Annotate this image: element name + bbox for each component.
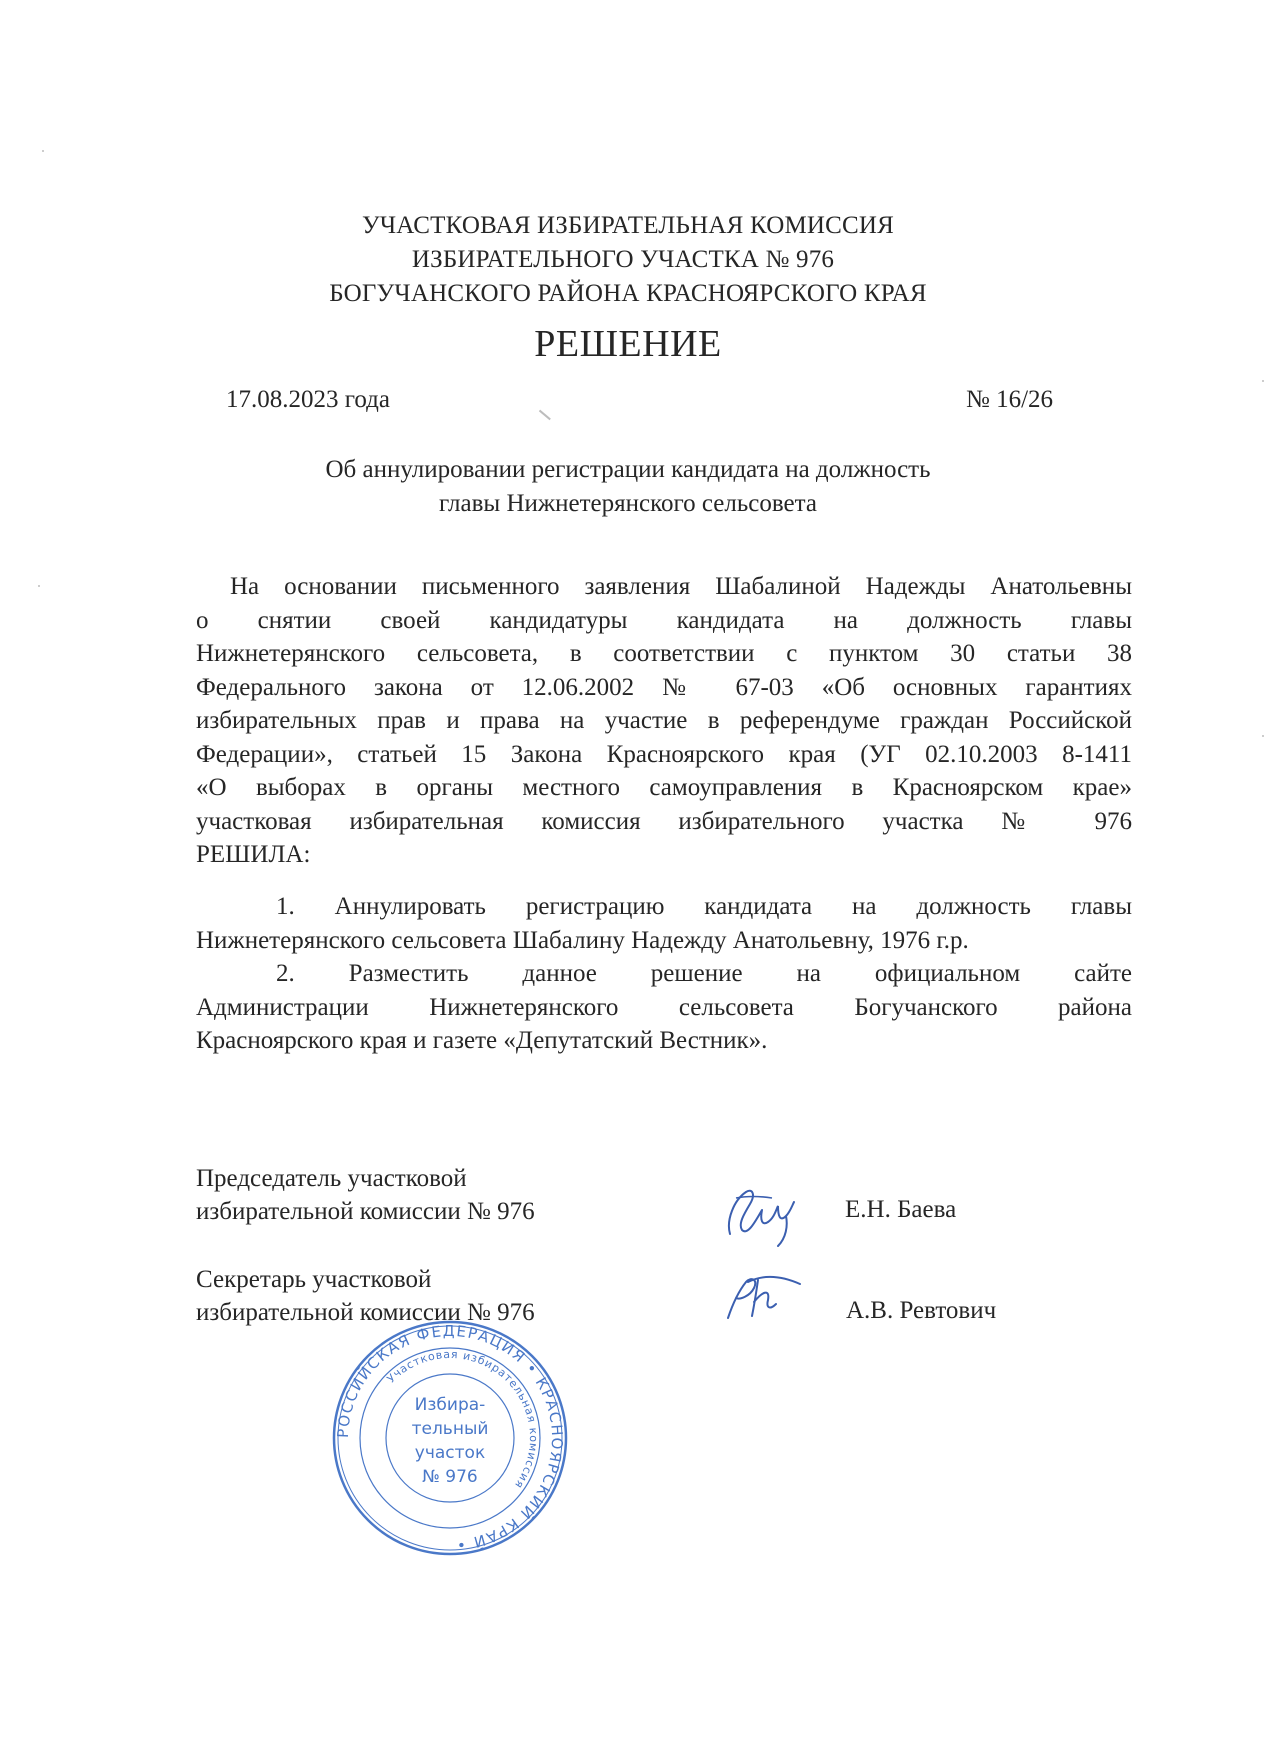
chair-signature [716,1180,806,1252]
secretary-name: А.В. Ревтович [846,1297,997,1324]
preamble-line: На основании письменного заявления Шабалиной Надежды Анатольевны [230,573,1132,600]
preamble-line: Нижнетерянского сельсовета, в соответствии с пунктом 30 статьи 38 [196,640,1132,667]
chair-title [196,1162,535,1228]
subject-line-2: главы Нижнетерянского сельсовета [439,490,817,517]
subject-line-1: Об аннулировании регистрации кандидата на должность [325,456,931,483]
preamble-line: «О выборах в органы местного самоуправления в Красноярском крае» [196,774,1132,801]
decision-item-line: 2. Разместить данное решение на официальном сайте [276,960,1132,987]
decision-item-line: 1. Аннулировать регистрацию кандидата на должность главы [276,893,1132,920]
stamp-inner-ring-text: Участковая избирательная комиссия [384,1347,541,1492]
preamble-line: участковая избирательная комиссия избирательного участка № 976 [196,807,1132,835]
document-title: РЕШЕНИЕ [534,323,722,365]
secretary-signature [718,1270,818,1330]
preamble-line: избирательных прав и права на участие в референдуме граждан Российской [196,707,1132,734]
header-line-1: УЧАСТКОВАЯ ИЗБИРАТЕЛЬНАЯ КОМИССИЯ [361,212,895,239]
decision-items [196,890,1132,1058]
chair-title-line: избирательной комиссии № 976 [196,1198,535,1225]
decision-item-line: Администрации Нижнетерянского сельсовета Богучанского района [196,993,1132,1021]
document-date: 17.08.2023 года [226,386,390,413]
secretary-title-line: Секретарь участковой [196,1266,432,1293]
preamble-line: Федерации», статьей 15 Закона Красноярского края (УГ 02.10.2003 8-1411 [196,740,1132,768]
header-line-2: ИЗБИРАТЕЛЬНОГО УЧАСТКА № 976 [411,246,835,273]
stamp-ring-text: РОССИЙСКАЯ ФЕДЕРАЦИЯ • КРАСНОЯРСКИЙ КРАЙ • [333,1321,567,1554]
stamp-center-line: тельный [411,1419,489,1439]
scan-speck [1262,735,1264,737]
preamble-paragraph [196,570,1132,872]
stamp-center-line: Избира- [414,1395,486,1415]
official-stamp [330,1318,570,1558]
chair-title-line: Председатель участковой [196,1165,467,1192]
scan-speck [539,410,551,420]
preamble-line: РЕШИЛА: [196,841,311,868]
scan-speck [1262,380,1264,382]
decision-item-line: Нижнетерянского сельсовета Шабалину Надежду Анатольевну, 1976 г.р. [196,926,969,954]
scan-speck [42,150,44,152]
stamp-center-line: № 976 [422,1467,478,1487]
scan-speck [38,585,40,587]
chair-name: Е.Н. Баева [845,1196,957,1223]
header-line-3: БОГУЧАНСКОГО РАЙОНА КРАСНОЯРСКОГО КРАЯ [329,280,927,307]
preamble-line: Федерального закона от 12.06.2002 № 67-03 «Об основных гарантиях [196,673,1132,701]
secretary-title-line: избирательной комиссии № 976 [196,1299,535,1326]
preamble-line: о снятии своей кандидатуры кандидата на должность главы [196,606,1132,634]
decision-item-line: Красноярского края и газете «Депутатский Вестник». [196,1027,768,1054]
stamp-center-line: участок [414,1443,486,1463]
document-number: № 16/26 [966,386,1054,413]
